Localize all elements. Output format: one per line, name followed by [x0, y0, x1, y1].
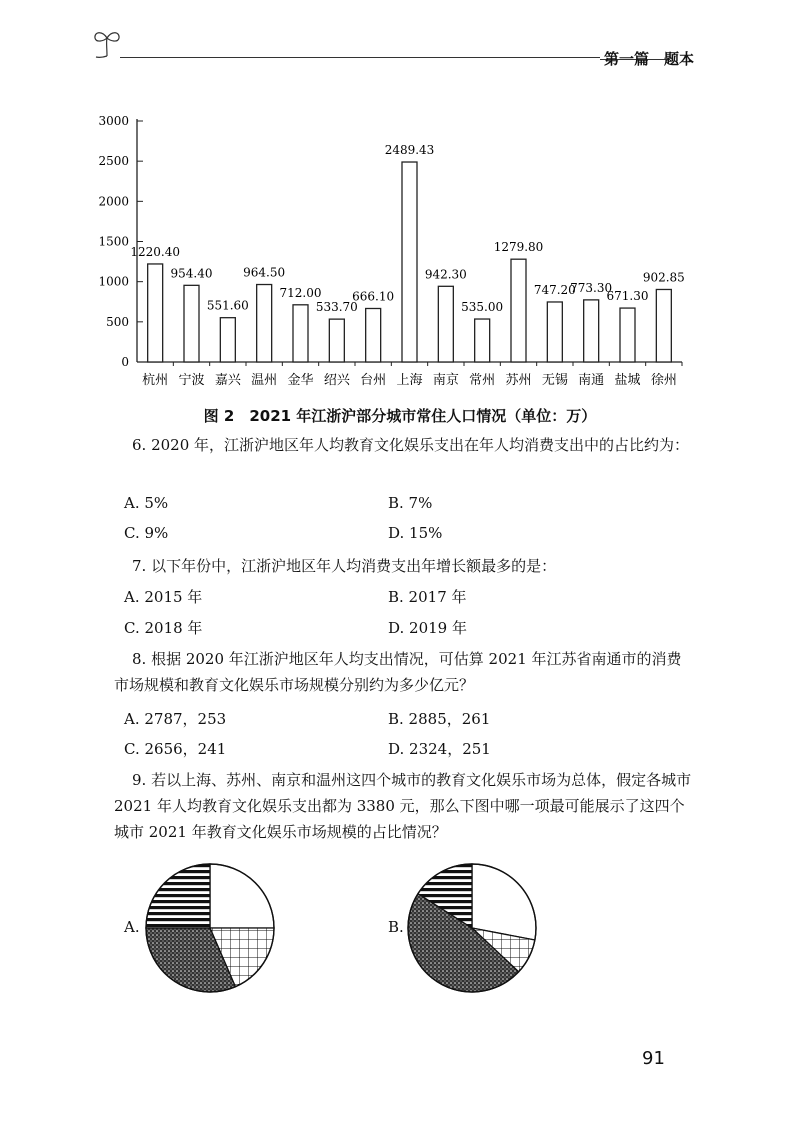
bar-value-label: 902.85: [642, 270, 685, 285]
q8-option-c[interactable]: C. 2656，241: [124, 740, 227, 758]
bar: [329, 319, 344, 362]
x-category-label: 苏州: [505, 373, 532, 388]
y-tick-label: 0: [121, 355, 129, 369]
pie-a-label[interactable]: A.: [124, 918, 140, 936]
bar-value-label: 773.30: [570, 280, 613, 295]
pie-slice: [210, 864, 274, 928]
pie-slice: [472, 864, 536, 940]
q6-option-d[interactable]: D. 15%: [388, 524, 443, 542]
x-category-label: 宁波: [178, 373, 205, 388]
x-category-label: 杭州: [142, 373, 169, 388]
q8-option-b[interactable]: B. 2885，261: [388, 710, 491, 728]
population-bar-chart: [80, 100, 700, 395]
sprout-logo-icon: [92, 28, 122, 60]
bar-value-label: 942.30: [424, 267, 467, 282]
x-category-label: 南通: [578, 373, 605, 388]
q7-option-d[interactable]: D. 2019 年: [388, 619, 467, 637]
x-category-label: 上海: [396, 373, 423, 388]
question-8: [114, 646, 694, 698]
bar-value-label: 533.70: [315, 300, 358, 315]
q7-option-a[interactable]: A. 2015 年: [124, 588, 203, 606]
bar: [184, 285, 199, 362]
bar: [148, 264, 163, 362]
bar: [620, 308, 635, 362]
bar: [547, 302, 562, 362]
bar-value-label: 954.40: [170, 266, 213, 281]
pie-chart-b[interactable]: [402, 858, 542, 998]
y-tick-label: 1000: [98, 274, 129, 289]
bar: [220, 318, 235, 362]
bar-value-label: 551.60: [206, 298, 249, 313]
pie-chart-a[interactable]: [140, 858, 280, 998]
question-7-stem: 7. 以下年份中，江浙沪地区年人均消费支出年增长额最多的是：: [132, 557, 557, 575]
bar-value-label: 964.50: [243, 265, 286, 280]
x-category-label: 盐城: [614, 373, 641, 388]
x-category-label: 嘉兴: [214, 373, 241, 388]
q6-option-a[interactable]: A. 5%: [124, 494, 169, 512]
bar-value-label: 1279.80: [493, 240, 544, 255]
q6-option-c[interactable]: C. 9%: [124, 524, 169, 542]
x-category-label: 南京: [432, 373, 459, 388]
bar-value-label: 535.00: [461, 300, 504, 315]
bar-value-label: 747.20: [533, 282, 576, 297]
y-tick-label: 3000: [98, 114, 129, 128]
y-tick-label: 1500: [98, 234, 129, 249]
bar: [475, 319, 490, 362]
x-category-label: 台州: [360, 373, 387, 388]
bar-value-label: 671.30: [606, 289, 649, 304]
bar: [366, 308, 381, 362]
bar-value-label: 712.00: [279, 285, 322, 300]
x-category-label: 绍兴: [323, 373, 350, 388]
x-category-label: 徐州: [650, 373, 677, 388]
q7-option-b[interactable]: B. 2017 年: [388, 588, 467, 606]
pie-b-label[interactable]: B.: [388, 918, 404, 936]
bar-value-label: 2489.43: [384, 143, 435, 158]
section-header: 第一篇 题本: [604, 50, 695, 68]
x-category-label: 温州: [251, 373, 278, 388]
header-rule: [120, 57, 600, 58]
question-8-stem: 8. 根据 2020 年江浙沪地区年人均支出情况，可估算 2021 年江苏省南通市的消费市场规模和教育文化娱乐市场规模分别约为多少亿元？: [114, 650, 682, 694]
bar-value-label: 666.10: [352, 289, 395, 304]
bar: [402, 162, 417, 362]
q8-option-a[interactable]: A. 2787，253: [124, 710, 227, 728]
bar: [257, 285, 272, 362]
pie-slice: [146, 864, 210, 928]
q8-option-d[interactable]: D. 2324，251: [388, 740, 491, 758]
y-tick-label: 2000: [98, 194, 129, 209]
y-tick-label: 500: [106, 314, 129, 329]
x-category-label: 常州: [469, 373, 496, 388]
q6-option-b[interactable]: B. 7%: [388, 494, 433, 512]
x-category-label: 金华: [287, 373, 314, 388]
page-number: 91: [642, 1048, 665, 1069]
q7-option-c[interactable]: C. 2018 年: [124, 619, 203, 637]
bar: [438, 286, 453, 362]
bar-value-label: 1220.40: [130, 244, 180, 259]
bar: [584, 300, 599, 362]
chart-caption: 图 2 2021 年江浙沪部分城市常住人口情况（单位：万）: [203, 407, 597, 425]
question-7: [114, 553, 694, 579]
bar: [293, 305, 308, 362]
question-9: [114, 767, 694, 845]
x-category-label: 无锡: [541, 373, 568, 388]
question-6: [114, 432, 694, 458]
question-9-stem: 9. 若以上海、苏州、南京和温州这四个城市的教育文化娱乐市场为总体，假定各城市 2021 年人均教育文化娱乐支出都为 3380 元，那么下图中哪一项最可能展示了这四个城市 2021 年教育文化娱乐市场规模的占比情况？: [114, 771, 692, 841]
question-6-stem: 6. 2020 年，江浙沪地区年人均教育文化娱乐支出在年人均消费支出中的占比约为：: [132, 436, 690, 454]
y-tick-label: 2500: [98, 154, 129, 169]
bar: [511, 259, 526, 362]
bar: [656, 289, 671, 362]
